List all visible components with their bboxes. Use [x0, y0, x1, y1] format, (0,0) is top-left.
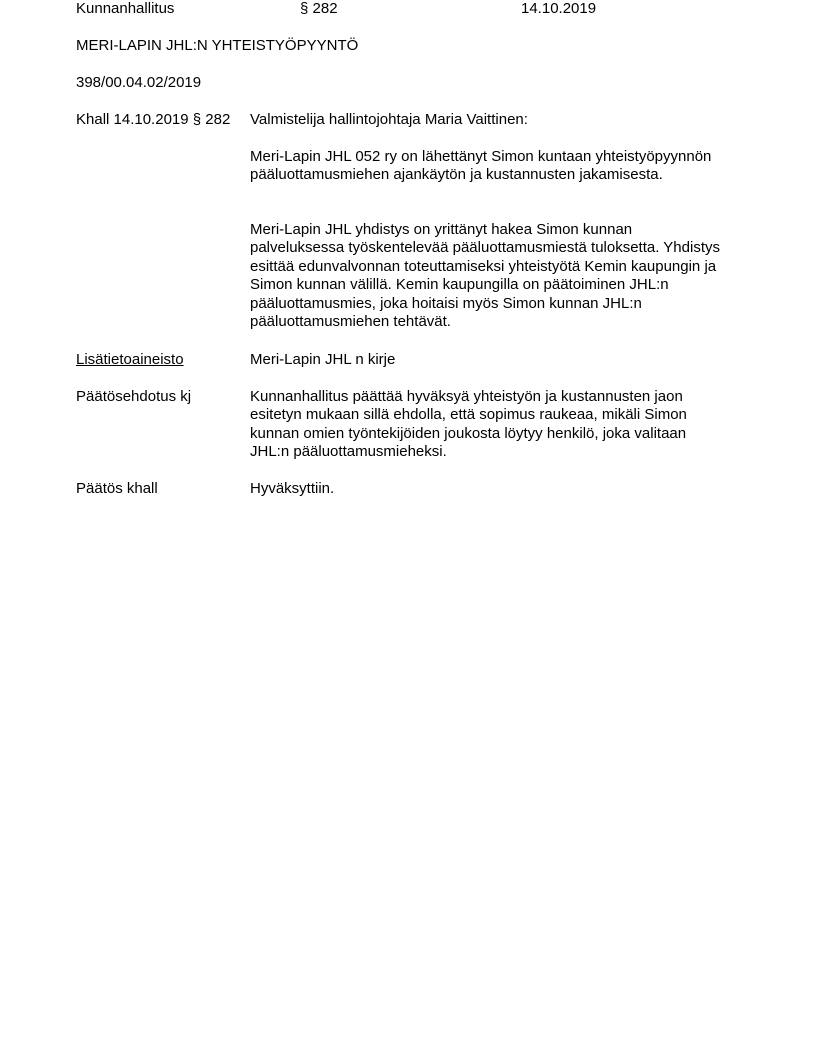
diary-number: 398/00.04.02/2019	[76, 74, 202, 91]
header-section-number: § 282	[300, 0, 338, 17]
proposal-label: Päätösehdotus kj	[76, 388, 192, 405]
attachments-label[interactable]: Lisätietoaineisto	[76, 351, 184, 368]
document-title: MERI-LAPIN JHL:N YHTEISTYÖPYYNTÖ	[76, 37, 359, 54]
attachments-value: Meri-Lapin JHL n kirje	[250, 351, 396, 368]
decision-value: Hyväksyttiin.	[250, 480, 335, 497]
entry-label: Khall 14.10.2019 § 282	[76, 111, 231, 128]
body-paragraph-2: Meri-Lapin JHL yhdistys on yrittänyt hakea Simon kunnan palveluksessa työskentelevää pääluottamusmiestä tuloksetta. Yhdistys esittää edunvalvonnan toteuttamiseksi yhteistyötä Kemin kaupungin ja Simon kunnan välillä. Kemin kaupungilla on päätoiminen JHL:n pääluottamusmies, joka hoitaisi myös Simon kunnan JHL:n pääluottamusmiehen tehtävät.	[250, 221, 720, 331]
proposal-text: Kunnanhallitus päättää hyväksyä yhteistyön ja kustannusten jaon esitetyn mukaan sillä ehdolla, että sopimus raukeaa, mikäli Simon kunnan omien työntekijöiden joukosta löytyy henkilö, joka valitaan JHL:n pääluottamusmieheksi.	[250, 388, 687, 461]
header-body-name: Kunnanhallitus	[76, 0, 175, 17]
preparer-line: Valmistelija hallintojohtaja Maria Vaittinen:	[250, 111, 528, 128]
body-paragraph-1: Meri-Lapin JHL 052 ry on lähettänyt Simon kuntaan yhteistyöpyynnön pääluottamusmiehen ajankäytön ja kustannusten jakamisesta.	[250, 148, 712, 184]
decision-label: Päätös khall	[76, 480, 158, 497]
header-date: 14.10.2019	[521, 0, 597, 17]
